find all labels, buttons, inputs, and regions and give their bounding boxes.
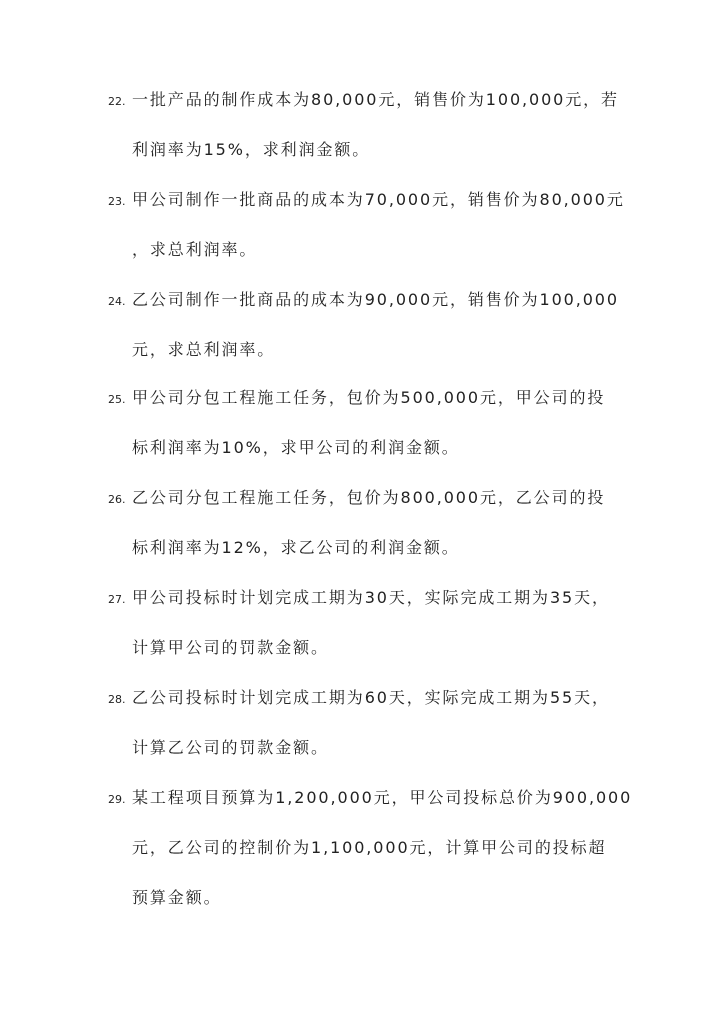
question-text: 一批产品的制作成本为80,000元，销售价为100,000元，若 (132, 90, 619, 109)
question-line (108, 240, 638, 290)
question-line (108, 340, 638, 390)
question-number: 29. (108, 793, 126, 806)
question-text: 元，求总利润率。 (132, 340, 276, 359)
question-text: 标利润率为12%，求乙公司的利润金额。 (132, 538, 460, 557)
question-text: 乙公司制作一批商品的成本为90,000元，销售价为100,000 (132, 290, 619, 309)
question-28 (108, 688, 638, 788)
question-line (108, 290, 638, 340)
question-line (108, 788, 638, 838)
question-line (108, 838, 638, 888)
question-25 (108, 388, 638, 488)
question-23 (108, 190, 638, 290)
question-line (108, 190, 638, 240)
question-line (108, 488, 638, 538)
question-text: 预算金额。 (132, 888, 222, 907)
question-line (108, 90, 638, 140)
question-text: 计算甲公司的罚款金额。 (132, 638, 329, 657)
question-line (108, 538, 638, 588)
question-line (108, 140, 638, 190)
question-text: 计算乙公司的罚款金额。 (132, 738, 329, 757)
question-number: 26. (108, 493, 126, 506)
question-line (108, 738, 638, 788)
question-29 (108, 788, 638, 938)
question-line (108, 638, 638, 688)
question-number: 24. (108, 295, 126, 308)
question-text: 利润率为15%，求利润金额。 (132, 140, 371, 159)
question-number: 25. (108, 393, 126, 406)
question-24 (108, 290, 638, 390)
question-line (108, 588, 638, 638)
question-text: 甲公司投标时计划完成工期为30天，实际完成工期为35天， (132, 588, 610, 607)
question-line (108, 388, 638, 438)
question-26 (108, 488, 638, 588)
question-text: 乙公司投标时计划完成工期为60天，实际完成工期为55天， (132, 688, 610, 707)
question-22 (108, 90, 638, 190)
question-text: ，求总利润率。 (132, 240, 258, 259)
question-number: 28. (108, 693, 126, 706)
question-number: 27. (108, 593, 126, 606)
question-27 (108, 588, 638, 688)
question-number: 22. (108, 95, 126, 108)
question-text: 甲公司制作一批商品的成本为70,000元，销售价为80,000元 (132, 190, 625, 209)
question-text: 甲公司分包工程施工任务，包价为500,000元，甲公司的投 (132, 388, 606, 407)
question-line (108, 888, 638, 938)
question-text: 某工程项目预算为1,200,000元，甲公司投标总价为900,000 (132, 788, 633, 807)
question-text: 标利润率为10%，求甲公司的利润金额。 (132, 438, 460, 457)
question-text: 元，乙公司的控制价为1,100,000元，计算甲公司的投标超 (132, 838, 607, 857)
question-line (108, 438, 638, 488)
question-text: 乙公司分包工程施工任务，包价为800,000元，乙公司的投 (132, 488, 606, 507)
question-number: 23. (108, 195, 126, 208)
question-line (108, 688, 638, 738)
